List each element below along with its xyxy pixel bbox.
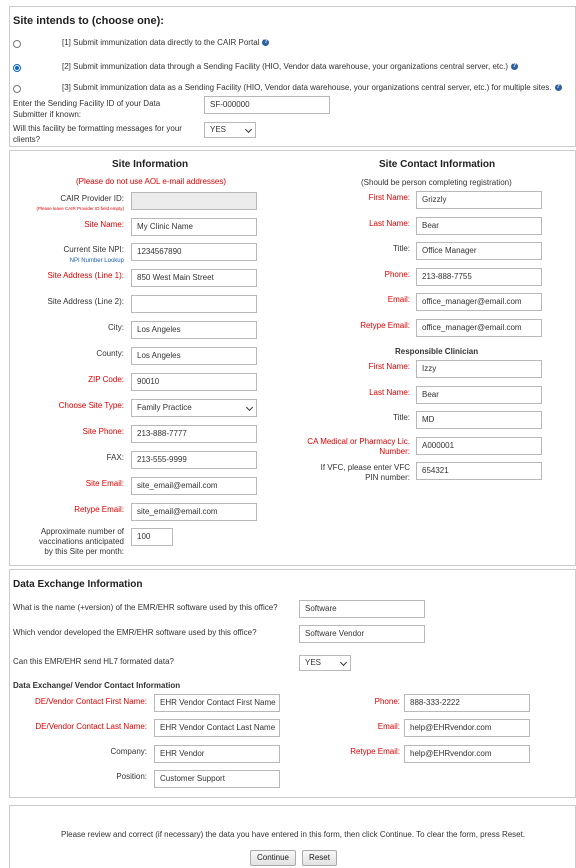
site-intent-title: Site intends to (choose one): <box>13 15 164 27</box>
npi-input[interactable]: 1234567890 <box>131 243 257 261</box>
intent-option-2-radio[interactable] <box>13 64 21 72</box>
chevron-down-icon <box>246 404 253 411</box>
contact-last-name-label: Last Name: <box>369 219 410 228</box>
emr-vendor-label: Which vendor developed the EMR/EHR software used by this office? <box>13 628 257 637</box>
vfc-pin-label: If VFC, please enter VFC PIN number: <box>320 463 410 482</box>
responsible-clinician-title: Responsible Clinician <box>395 347 479 356</box>
address-line-1-label: Site Address (Line 1): <box>47 271 124 280</box>
question-circle-icon[interactable]: ? <box>556 84 560 91</box>
address-line-2-label: Site Address (Line 2): <box>47 297 124 306</box>
chevron-down-icon <box>340 659 347 666</box>
county-input[interactable]: Los Angeles <box>131 347 257 365</box>
vendor-phone-label: Phone: <box>374 697 400 706</box>
contact-retype-email-label: Retype Email: <box>360 321 410 330</box>
emr-software-label: What is the name (+version) of the EMR/EHR software used by this office? <box>13 603 278 612</box>
city-label: City: <box>108 323 124 332</box>
vaccinations-input[interactable]: 100 <box>131 528 173 546</box>
contact-title-input[interactable]: Office Manager <box>416 242 542 260</box>
contact-email-input[interactable]: office_manager@email.com <box>416 293 542 311</box>
address-line-2-input[interactable] <box>131 295 257 313</box>
address-line-1-input[interactable]: 850 West Main Street <box>131 269 257 287</box>
emr-vendor-input[interactable]: Software Vendor <box>299 625 425 643</box>
clinician-last-name-label: Last Name: <box>369 388 410 397</box>
vendor-company-input[interactable]: EHR Vendor <box>154 745 280 763</box>
intent-option-1-radio[interactable] <box>13 40 21 48</box>
site-email-input[interactable]: site_email@email.com <box>131 477 257 495</box>
site-type-label: Choose Site Type: <box>58 401 124 410</box>
zip-label: ZIP Code: <box>88 375 124 384</box>
vendor-email-input[interactable]: help@EHRvendor.com <box>404 719 530 737</box>
site-name-label: Site Name: <box>84 220 124 229</box>
data-exchange-panel <box>9 569 576 798</box>
intent-option-1-label: [1] Submit immunization data directly to the CAIR Portal ? <box>62 38 268 47</box>
sending-facility-label: Enter the Sending Facility ID of your Data Submitter if known: <box>13 99 161 119</box>
vendor-last-name-input[interactable]: EHR Vendor Contact Last Name <box>154 719 280 737</box>
hl7-label: Can this EMR/EHR send HL7 formated data? <box>13 657 174 666</box>
site-email-label: Site Email: <box>85 479 124 488</box>
cair-id-input <box>131 192 257 210</box>
vendor-contact-title: Data Exchange/ Vendor Contact Information <box>13 681 181 690</box>
fax-label: FAX: <box>106 453 124 462</box>
clinician-title-label: Title: <box>392 413 410 422</box>
contact-last-name-input[interactable]: Bear <box>416 217 542 235</box>
clinician-first-name-label: First Name: <box>368 362 410 371</box>
chevron-down-icon <box>245 126 252 133</box>
site-intent-panel <box>9 6 576 147</box>
npi-lookup-link[interactable]: NPI Number Lookup <box>69 258 124 264</box>
question-circle-icon[interactable]: ? <box>512 63 517 70</box>
intent-option-2-label: [2] Submit immunization data through a Sending Facility (HIO, Vendor data warehouse, your organizations central server, etc.) ? <box>62 62 517 71</box>
site-type-select[interactable]: Family Practice <box>131 399 257 417</box>
vendor-first-name-label: DE/Vendor Contact First Name: <box>34 697 147 706</box>
continue-button[interactable]: Continue <box>250 850 296 866</box>
vfc-pin-input[interactable]: 654321 <box>416 462 542 480</box>
intent-option-3-label: [3] Submit immunization data as a Sending Facility (HIO, Vendor data warehouse, your organizations central server, etc.) for multiple sites. ? <box>62 83 560 92</box>
fax-input[interactable]: 213-555-9999 <box>131 451 257 469</box>
clinician-first-name-input[interactable]: Izzy <box>416 360 542 378</box>
intent-option-3-radio[interactable] <box>13 85 21 93</box>
clinician-license-label: CA Medical or Pharmacy Lic. Number: <box>307 437 410 456</box>
reset-button[interactable]: Reset <box>302 850 337 866</box>
vendor-company-label: Company: <box>110 747 147 756</box>
site-contact-subtitle: (Should be person completing registration) <box>361 178 512 187</box>
city-input[interactable]: Los Angeles <box>131 321 257 339</box>
sending-facility-input[interactable]: SF-000000 <box>204 96 330 114</box>
cair-id-label: CAIR Provider ID: <box>60 194 124 203</box>
contact-retype-email-input[interactable]: office_manager@email.com <box>416 319 542 337</box>
contact-first-name-label: First Name: <box>368 193 410 202</box>
zip-input[interactable]: 90010 <box>131 373 257 391</box>
site-retype-email-label: Retype Email: <box>74 505 124 514</box>
vendor-first-name-input[interactable]: EHR Vendor Contact First Name <box>154 694 280 712</box>
contact-first-name-input[interactable]: Grizzly <box>416 191 542 209</box>
clinician-last-name-input[interactable]: Bear <box>416 386 542 404</box>
vendor-position-label: Position: <box>116 772 147 781</box>
npi-label: Current Site NPI: <box>63 245 124 254</box>
vendor-email-label: Email: <box>377 722 400 731</box>
site-retype-email-input[interactable]: site_email@email.com <box>131 503 257 521</box>
site-info-panel <box>9 150 576 566</box>
vendor-retype-email-label: Retype Email: <box>350 747 400 756</box>
contact-phone-label: Phone: <box>384 270 410 279</box>
review-message: Please review and correct (if necessary) the data you have entered in this form, then click Continue. To clear the form, press Reset. <box>61 830 526 839</box>
site-phone-input[interactable]: 213-888-7777 <box>131 425 257 443</box>
vendor-position-input[interactable]: Customer Support <box>154 770 280 788</box>
contact-title-label: Title: <box>392 244 410 253</box>
formatting-label: Will this facility be formatting messages for your clients? <box>13 124 182 144</box>
aol-warning: (Please do not use AOL e-mail addresses) <box>76 177 227 186</box>
site-phone-label: Site Phone: <box>82 427 124 436</box>
contact-email-label: Email: <box>387 295 410 304</box>
county-label: County: <box>96 349 124 358</box>
clinician-title-input[interactable]: MD <box>416 411 542 429</box>
emr-software-input[interactable]: Software <box>299 600 425 618</box>
submit-panel <box>9 805 576 868</box>
data-exchange-title: Data Exchange Information <box>13 579 143 590</box>
cair-id-note: (Please leave CAIR Provider ID field empty) <box>36 206 124 211</box>
site-info-title: Site Information <box>112 159 189 170</box>
formatting-select[interactable]: YES <box>204 122 256 138</box>
site-name-input[interactable]: My Clinic Name <box>131 218 257 236</box>
question-circle-icon[interactable]: ? <box>264 39 268 46</box>
vendor-last-name-label: DE/Vendor Contact Last Name: <box>35 722 147 731</box>
clinician-license-input[interactable]: A000001 <box>416 437 542 455</box>
vendor-retype-email-input[interactable]: help@EHRvendor.com <box>404 745 530 763</box>
hl7-select[interactable]: YES <box>299 655 351 671</box>
vaccinations-label: Approximate number of vaccinations anticipated by this Site per month: <box>39 527 124 556</box>
vendor-phone-input[interactable]: 888-333-2222 <box>404 694 530 712</box>
site-contact-title: Site Contact Information <box>379 159 496 170</box>
contact-phone-input[interactable]: 213-888-7755 <box>416 268 542 286</box>
